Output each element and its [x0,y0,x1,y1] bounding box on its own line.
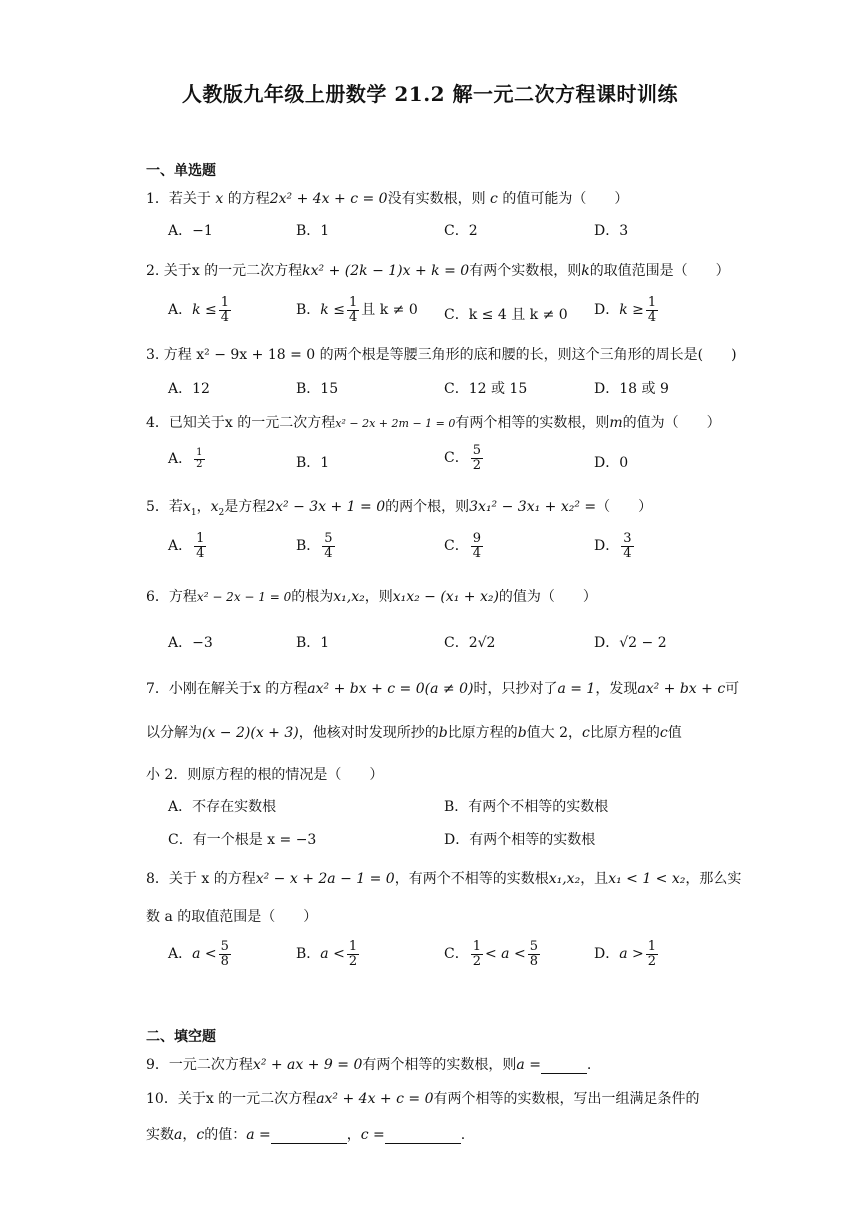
q8-option-a[interactable] [168,940,233,968]
q4-text-c: 有两个相等的实数根，则 [455,415,610,431]
q9-text-a: 9．一元二次方程 [146,1057,253,1073]
q1-option-b[interactable]: B．1 [296,223,330,239]
frac-den: 4 [324,545,333,561]
q4-option-c-fraction [471,444,483,472]
q5-text-e: （ ） [596,499,653,515]
q8-option-d-label: D． [594,946,620,963]
frac-den: 4 [220,309,230,325]
q10-text-a: 10．关于 [146,1091,206,1107]
q7-text-k: 值 [667,725,682,741]
q10-text-c: 有两个相等的实数根，写出一组满足条件的 [433,1091,700,1107]
question-7-line-3: 小 2．则原方程的根的情况是（ ） [146,767,384,783]
q6-option-d-label: D． [594,635,620,651]
q9-equation: x² + ax + 9 = 0 [252,1057,363,1073]
q5-text-b: ， [196,499,211,515]
q7-factored: (x − 2)(x + 3) [202,725,299,741]
q1-text-d: 的值可能为（ ） [497,191,629,207]
q2-option-d-expr: k ≥ [619,302,644,319]
q6-option-c[interactable] [444,632,495,652]
q9-text-b: 有两个相等的实数根，则 [362,1057,517,1073]
q2-text-a: 2. 关于 [146,263,192,279]
q1-text-a: 1．若关于 [146,191,216,207]
q2-option-b-expr: k ≤ [320,302,345,319]
question-6-stem [146,586,597,606]
frac-num: 1 [220,295,230,310]
q8-option-d-expr: a > [619,946,644,963]
q5-option-c-label: C． [444,538,469,555]
question-2-stem [146,260,730,280]
q10-var-c: c [196,1127,205,1143]
section-heading-fill: 二、填空题 [146,1029,216,1045]
q8-option-c[interactable] [444,940,542,968]
q7-a-equals: a = 1 [557,681,596,697]
q9-answer-blank[interactable] [541,1057,587,1074]
q4-option-b[interactable]: B．1 [296,455,330,471]
question-4-stem [146,412,721,432]
q8-option-c-fraction-high [528,940,540,968]
q5-text-d: 的两个根，则 [385,499,470,515]
q7-text-h: 比原方程的 [447,725,518,741]
frac-num: 3 [623,531,632,546]
q8-option-a-fraction [219,940,231,968]
q2-option-c-label: C． [444,307,469,323]
frac-num: 1 [348,295,358,310]
q10-a-label: a = [246,1127,271,1143]
q8-text-b: x 的方程 [201,871,256,887]
q6-option-c-label: C． [444,635,469,651]
q7-var-b-2: b [517,725,527,741]
q5-option-c-fraction [471,532,483,560]
frac-den: 8 [220,953,229,969]
frac-den: 4 [348,309,358,325]
q8-option-c-fraction-low [471,940,483,968]
q8-option-d-fraction [646,940,658,968]
q7-var-b: b [438,725,448,741]
q7-text-f: 以分解为 [146,725,202,741]
q2-option-d-fraction [646,296,658,324]
q5-option-b[interactable] [296,532,337,560]
q6-text-a: 6．方程 [146,589,197,605]
q6-option-a[interactable]: A．−3 [168,635,213,651]
q8-option-c-expr: < a < [485,946,526,963]
q4-equation: x² − 2x + 2m − 1 = 0 [335,417,456,430]
q7-text-i: 值大 2， [526,725,583,741]
frac-den: 2 [196,458,203,470]
q10-c-label: c = [360,1127,385,1143]
q5-option-d-fraction [621,532,633,560]
frac-num: 1 [647,939,657,954]
question-8-line-2: 数 a 的取值范围是（ ） [146,909,318,925]
frac-den: 2 [647,953,657,969]
q5-option-a-label: A． [168,538,193,555]
q1-var-x: x [215,191,224,207]
q4-text-a: 4．已知关于 [146,415,225,431]
q10-equation: ax² + 4x + c = 0 [316,1091,434,1107]
q2-option-b-fraction [347,296,359,324]
q2-option-d-label: D． [594,302,620,319]
q7-var-c: c [582,725,590,741]
q7-text-b: x 的方程 [252,681,308,697]
q8-option-d[interactable] [594,940,660,968]
q2-option-b-label: B． [296,302,321,319]
q2-option-a[interactable] [168,296,233,324]
q8-roots: x₁,x₂ [548,871,581,887]
q2-text-c: 有两个实数根，则 [469,263,582,279]
q2-option-a-label: A． [168,302,193,319]
q5-option-b-fraction [322,532,334,560]
question-5-stem: 5．若$x_1$，$x_2$是方程2x² − 3x + 1 = 0的两个根，则3x₁² − 3x₁ + x₂² =（ ） [146,499,653,518]
q7-polynomial: ax² + bx + c [637,681,726,697]
q10-text-b: x 的一元二次方程 [205,1091,317,1107]
question-8-line-1 [146,868,741,888]
q5-text-c: 是方程 [224,499,267,515]
question-10-line-1 [146,1088,700,1108]
q7-option-b[interactable]: B．有两个不相等的实数根 [444,799,609,815]
q1-var-c: c [490,191,498,207]
q10-separator: ， [346,1127,361,1143]
q10-var-a: a [174,1127,183,1143]
q6-option-c-value: 2√2 [468,635,496,651]
q7-text-c: 时，只抄对了 [473,681,558,697]
frac-den: 2 [472,457,481,473]
q2-option-d[interactable] [594,296,660,324]
q10-text-d: 实数 [146,1127,174,1143]
q8-option-c-label: C． [444,946,469,963]
section-heading-choice: 一、单选题 [146,163,216,179]
question-3-stem: 3. 方程 x² − 9x + 18 = 0 的两个根是等腰三角形的底和腰的长，则这个三角形的周长是( ) [146,347,737,363]
frac-den: 4 [196,545,205,561]
q4-var-m: m [609,415,623,431]
q2-text-d: 的取值范围是（ ） [589,263,730,279]
q8-text-c: ，有两个不相等的实数根 [394,871,549,887]
q7-option-d[interactable]: D．有两个相等的实数根 [444,832,596,848]
q7-text-a: 7．小刚在解关于 [146,681,253,697]
frac-den: 2 [348,953,358,969]
q2-option-b-cond: 且 k ≠ 0 [361,302,418,319]
q8-condition: x₁ < 1 < x₂ [608,871,686,887]
q6-option-b[interactable]: B．1 [296,635,330,651]
q10-end: . [460,1127,466,1143]
q5-text-a: 5．若 [146,499,183,515]
frac-num: 5 [220,939,229,954]
q4-option-c[interactable] [444,444,485,472]
frac-num: 5 [324,531,333,546]
q2-text-b: x 的一元二次方程 [191,263,303,279]
q8-text-e: ，那么实 [685,871,742,887]
frac-num: 1 [196,531,205,546]
q4-text-b: x 的一元二次方程 [224,415,336,431]
q5-option-b-label: B． [296,538,321,555]
q5-equation: 2x² − 3x + 1 = 0 [266,499,386,515]
q1-option-a[interactable]: A．−1 [168,223,213,239]
q8-option-b-expr: a < [320,946,345,963]
frac-den: 2 [472,953,481,969]
q4-option-c-label: C． [444,450,469,467]
q7-text-j: 比原方程的 [589,725,660,741]
question-9-stem [146,1054,591,1074]
q5-option-a[interactable] [168,532,208,560]
q6-option-d-tail: − 2 [637,635,667,651]
q5-x2: x [210,499,219,515]
page-title: 人教版九年级上册数学 21.2 解一元二次方程课时训练 [181,82,679,106]
q5-option-d-label: D． [594,538,620,555]
frac-den: 4 [623,545,632,561]
q4-option-a[interactable] [168,448,207,470]
q10-a-answer-blank[interactable] [271,1127,347,1144]
q1-text-c: 没有实数根，则 [387,191,491,207]
q2-option-a-fraction [219,296,231,324]
q4-text-d: 的值为（ ） [622,415,721,431]
q6-roots: x₁,x₂ [333,589,365,605]
q8-text-a: 8．关于 [146,871,202,887]
q2-equation: kx² + (2k − 1)x + k = 0 [302,263,470,279]
q8-option-b-label: B． [296,946,321,963]
frac-num: 5 [472,443,481,458]
q2-option-c-expr: k ≤ 4 且 k ≠ 0 [468,307,568,323]
q7-option-a[interactable]: A．不存在实数根 [168,799,277,815]
q2-option-a-expr: k ≤ [192,302,217,319]
q7-text-e: 可 [725,681,740,697]
q8-text-d: ，且 [580,871,609,887]
q3-option-d[interactable]: D．18 或 9 [594,381,669,397]
q1-equation: 2x² + 4x + c = 0 [269,191,388,207]
q7-option-c[interactable]: C．有一个根是 x = −3 [168,832,317,848]
question-1-stem [146,188,628,208]
q8-equation: x² − x + 2a − 1 = 0 [255,871,395,887]
q4-option-d[interactable]: D．0 [594,455,629,471]
q9-text-c: . [586,1057,592,1073]
q6-option-d[interactable] [594,632,667,652]
q6-expression: x₁x₂ − (x₁ + x₂) [392,589,499,605]
q7-equation: ax² + bx + c = 0(a ≠ 0) [307,681,474,697]
q8-option-b[interactable] [296,940,361,968]
q7-var-c-2: c [659,725,668,741]
frac-num: 1 [472,939,481,954]
q4-option-a-fraction [194,448,204,470]
q5-option-c[interactable] [444,532,485,560]
q3-option-c[interactable]: C．12 或 15 [444,381,528,397]
frac-num: 1 [348,939,358,954]
q5-option-d[interactable] [594,532,636,560]
q3-option-a[interactable]: A．12 [168,381,210,397]
q4-option-a-label: A． [168,451,193,467]
q10-c-answer-blank[interactable] [385,1127,461,1144]
q5-option-a-fraction [194,532,206,560]
q7-text-d: ，发现 [595,681,638,697]
q9-var: a = [516,1057,541,1073]
q1-option-d[interactable]: D．3 [594,223,629,239]
q6-option-d-root: √2 [619,635,638,651]
q3-option-b[interactable]: B．15 [296,381,339,397]
q6-text-d: 的值为（ ） [498,589,597,605]
q1-option-c[interactable]: C．2 [444,223,478,239]
q8-option-a-label: A． [168,946,193,963]
q8-option-a-expr: a < [192,946,217,963]
frac-num: 9 [472,531,481,546]
q7-text-g: ，他核对时发现所抄的 [298,725,439,741]
frac-den: 8 [529,953,538,969]
q6-equation: x² − 2x − 1 = 0 [196,590,292,604]
q10-text-f: 的值： [204,1127,247,1143]
q8-option-b-fraction [347,940,359,968]
q1-text-b: 的方程 [223,191,270,207]
q6-text-b: 的根为 [291,589,334,605]
q10-text-e: ， [182,1127,197,1143]
q2-option-c[interactable] [444,304,568,324]
frac-den: 4 [472,545,481,561]
q5-x1: x [182,499,191,515]
frac-num: 5 [529,939,538,954]
frac-num: 1 [196,447,203,458]
q6-text-c: ，则 [364,589,393,605]
question-7-line-1 [146,678,739,698]
question-10-line-2 [146,1124,465,1144]
question-7-line-2 [146,722,682,742]
q2-option-b[interactable] [296,296,418,324]
frac-den: 4 [647,309,657,325]
frac-num: 1 [647,295,657,310]
q2-var-k: k [581,263,590,279]
q5-expression: 3x₁² − 3x₁ + x₂² = [469,499,597,515]
